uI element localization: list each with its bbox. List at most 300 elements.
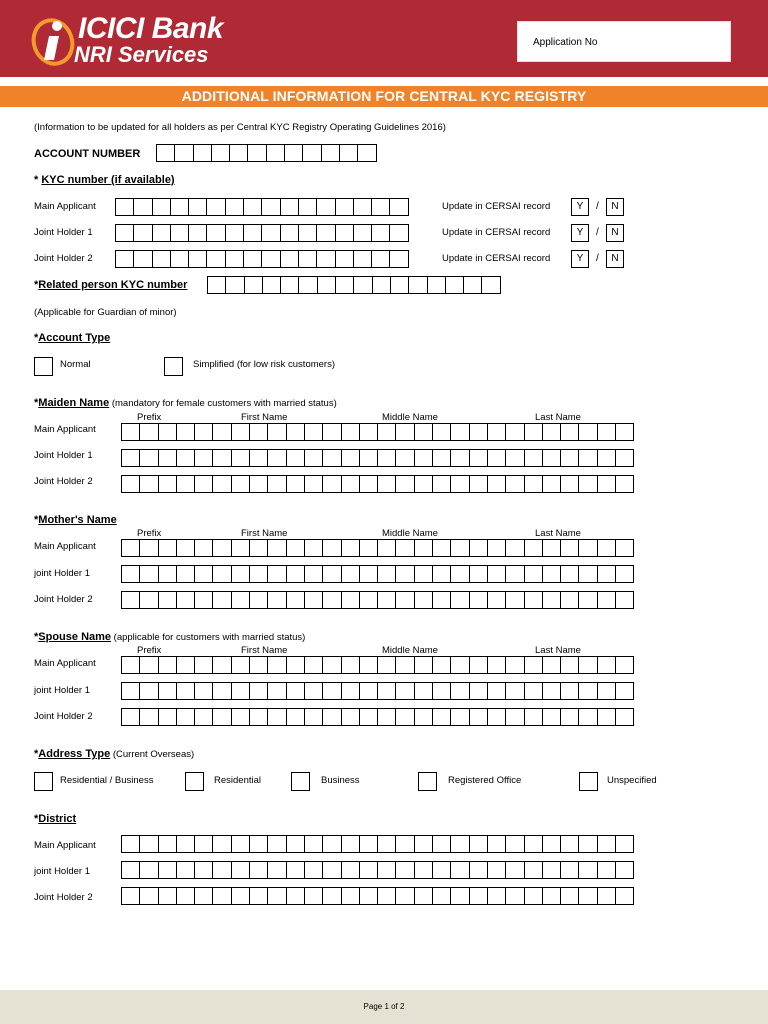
char-box[interactable] [248, 144, 266, 162]
char-box[interactable] [263, 276, 281, 294]
char-box[interactable] [213, 591, 231, 609]
char-box[interactable] [250, 682, 268, 700]
char-box[interactable] [305, 423, 323, 441]
char-box[interactable] [579, 656, 597, 674]
char-box[interactable] [470, 861, 488, 879]
char-box[interactable] [525, 708, 543, 726]
char-box[interactable] [287, 835, 305, 853]
char-box[interactable] [262, 250, 280, 268]
char-box[interactable] [561, 861, 579, 879]
char-box[interactable] [561, 835, 579, 853]
char-box[interactable] [451, 656, 469, 674]
char-box[interactable] [177, 887, 195, 905]
char-box[interactable] [506, 682, 524, 700]
char-box[interactable] [322, 144, 340, 162]
char-box[interactable] [543, 656, 561, 674]
char-box[interactable] [378, 565, 396, 583]
char-box[interactable] [195, 591, 213, 609]
char-box[interactable] [396, 887, 414, 905]
char-box[interactable] [525, 539, 543, 557]
char-box[interactable] [360, 887, 378, 905]
char-box[interactable] [317, 250, 335, 268]
char-box[interactable] [378, 682, 396, 700]
char-box[interactable] [195, 423, 213, 441]
char-box[interactable] [543, 449, 561, 467]
char-box[interactable] [598, 682, 616, 700]
char-box[interactable] [342, 835, 360, 853]
char-box[interactable] [488, 861, 506, 879]
char-box[interactable] [250, 835, 268, 853]
char-box[interactable] [543, 708, 561, 726]
char-box[interactable] [433, 565, 451, 583]
char-box[interactable] [299, 276, 317, 294]
char-box[interactable] [378, 539, 396, 557]
char-box[interactable] [213, 656, 231, 674]
char-box[interactable] [232, 591, 250, 609]
char-box[interactable] [616, 682, 634, 700]
char-box[interactable] [177, 656, 195, 674]
char-box[interactable] [140, 539, 158, 557]
char-box[interactable] [488, 449, 506, 467]
char-box[interactable] [177, 449, 195, 467]
char-box[interactable] [195, 887, 213, 905]
char-box[interactable] [212, 144, 230, 162]
char-box[interactable] [415, 682, 433, 700]
char-box[interactable] [159, 591, 177, 609]
char-box[interactable] [451, 861, 469, 879]
char-box[interactable] [232, 475, 250, 493]
char-box[interactable] [213, 835, 231, 853]
char-box[interactable] [195, 656, 213, 674]
char-box[interactable] [433, 591, 451, 609]
char-box[interactable] [323, 708, 341, 726]
char-box[interactable] [340, 144, 358, 162]
char-box[interactable] [213, 887, 231, 905]
char-box[interactable] [579, 887, 597, 905]
char-box[interactable] [470, 565, 488, 583]
char-box[interactable] [250, 449, 268, 467]
char-box[interactable] [360, 708, 378, 726]
char-box[interactable] [281, 276, 299, 294]
char-box[interactable] [396, 835, 414, 853]
char-box[interactable] [208, 276, 226, 294]
district-main-applicant-field[interactable] [121, 835, 634, 853]
char-box[interactable] [598, 708, 616, 726]
char-box[interactable] [287, 861, 305, 879]
char-box[interactable] [464, 276, 482, 294]
char-box[interactable] [433, 887, 451, 905]
char-box[interactable] [373, 276, 391, 294]
kyc-main-applicant-field[interactable] [115, 198, 409, 216]
char-box[interactable] [506, 861, 524, 879]
char-box[interactable] [525, 423, 543, 441]
char-box[interactable] [134, 250, 152, 268]
char-box[interactable] [525, 835, 543, 853]
char-box[interactable] [396, 861, 414, 879]
char-box[interactable] [360, 539, 378, 557]
char-box[interactable] [378, 449, 396, 467]
char-box[interactable] [561, 565, 579, 583]
char-box[interactable] [323, 475, 341, 493]
char-box[interactable] [396, 656, 414, 674]
char-box[interactable] [305, 835, 323, 853]
char-box[interactable] [354, 250, 372, 268]
char-box[interactable] [433, 449, 451, 467]
char-box[interactable] [488, 656, 506, 674]
char-box[interactable] [360, 475, 378, 493]
char-box[interactable] [415, 539, 433, 557]
mother-joint-holder-2-field[interactable] [121, 591, 634, 609]
char-box[interactable] [525, 591, 543, 609]
char-box[interactable] [268, 861, 286, 879]
char-box[interactable] [122, 475, 140, 493]
char-box[interactable] [159, 682, 177, 700]
char-box[interactable] [525, 887, 543, 905]
char-box[interactable] [598, 656, 616, 674]
char-box[interactable] [122, 565, 140, 583]
cersai-yes-box[interactable]: Y [571, 224, 589, 242]
char-box[interactable] [140, 591, 158, 609]
char-box[interactable] [122, 682, 140, 700]
char-box[interactable] [579, 708, 597, 726]
char-box[interactable] [579, 682, 597, 700]
cersai-yes-box[interactable]: Y [571, 198, 589, 216]
char-box[interactable] [245, 276, 263, 294]
char-box[interactable] [543, 539, 561, 557]
char-box[interactable] [116, 224, 134, 242]
cersai-no-box[interactable]: N [606, 224, 624, 242]
char-box[interactable] [318, 276, 336, 294]
char-box[interactable] [433, 475, 451, 493]
char-box[interactable] [268, 835, 286, 853]
spouse-main-applicant-field[interactable] [121, 656, 634, 674]
char-box[interactable] [396, 682, 414, 700]
char-box[interactable] [194, 144, 212, 162]
char-box[interactable] [140, 708, 158, 726]
char-box[interactable] [415, 835, 433, 853]
char-box[interactable] [451, 591, 469, 609]
char-box[interactable] [177, 591, 195, 609]
char-box[interactable] [157, 144, 175, 162]
char-box[interactable] [543, 565, 561, 583]
char-box[interactable] [354, 276, 372, 294]
char-box[interactable] [262, 198, 280, 216]
char-box[interactable] [396, 449, 414, 467]
char-box[interactable] [134, 224, 152, 242]
char-box[interactable] [268, 591, 286, 609]
char-box[interactable] [470, 423, 488, 441]
char-box[interactable] [415, 861, 433, 879]
char-box[interactable] [378, 835, 396, 853]
char-box[interactable] [506, 708, 524, 726]
char-box[interactable] [451, 887, 469, 905]
char-box[interactable] [360, 682, 378, 700]
char-box[interactable] [488, 565, 506, 583]
char-box[interactable] [451, 835, 469, 853]
char-box[interactable] [360, 423, 378, 441]
char-box[interactable] [244, 224, 262, 242]
char-box[interactable] [287, 539, 305, 557]
char-box[interactable] [598, 423, 616, 441]
char-box[interactable] [372, 250, 390, 268]
char-box[interactable] [616, 449, 634, 467]
char-box[interactable] [207, 224, 225, 242]
char-box[interactable] [378, 656, 396, 674]
mother-main-applicant-field[interactable] [121, 539, 634, 557]
char-box[interactable] [579, 591, 597, 609]
char-box[interactable] [268, 708, 286, 726]
char-box[interactable] [268, 475, 286, 493]
char-box[interactable] [232, 565, 250, 583]
char-box[interactable] [268, 887, 286, 905]
char-box[interactable] [159, 708, 177, 726]
char-box[interactable] [122, 423, 140, 441]
char-box[interactable] [159, 449, 177, 467]
char-box[interactable] [342, 539, 360, 557]
char-box[interactable] [232, 861, 250, 879]
char-box[interactable] [336, 276, 354, 294]
char-box[interactable] [317, 224, 335, 242]
char-box[interactable] [470, 475, 488, 493]
residential-business-checkbox[interactable] [34, 772, 53, 791]
char-box[interactable] [177, 835, 195, 853]
char-box[interactable] [506, 656, 524, 674]
char-box[interactable] [122, 591, 140, 609]
char-box[interactable] [506, 565, 524, 583]
normal-checkbox[interactable] [34, 357, 53, 376]
char-box[interactable] [232, 835, 250, 853]
account-number-field[interactable] [156, 144, 377, 162]
char-box[interactable] [616, 835, 634, 853]
char-box[interactable] [415, 656, 433, 674]
char-box[interactable] [226, 224, 244, 242]
char-box[interactable] [195, 861, 213, 879]
char-box[interactable] [451, 539, 469, 557]
char-box[interactable] [122, 835, 140, 853]
char-box[interactable] [579, 539, 597, 557]
char-box[interactable] [579, 565, 597, 583]
char-box[interactable] [140, 565, 158, 583]
char-box[interactable] [323, 682, 341, 700]
char-box[interactable] [451, 449, 469, 467]
char-box[interactable] [177, 708, 195, 726]
char-box[interactable] [213, 708, 231, 726]
char-box[interactable] [268, 682, 286, 700]
char-box[interactable] [378, 423, 396, 441]
char-box[interactable] [140, 656, 158, 674]
char-box[interactable] [525, 861, 543, 879]
char-box[interactable] [305, 565, 323, 583]
char-box[interactable] [171, 250, 189, 268]
char-box[interactable] [433, 656, 451, 674]
char-box[interactable] [543, 861, 561, 879]
char-box[interactable] [506, 475, 524, 493]
char-box[interactable] [267, 144, 285, 162]
char-box[interactable] [506, 835, 524, 853]
char-box[interactable] [396, 475, 414, 493]
char-box[interactable] [122, 539, 140, 557]
char-box[interactable] [250, 861, 268, 879]
char-box[interactable] [488, 708, 506, 726]
char-box[interactable] [433, 539, 451, 557]
char-box[interactable] [579, 861, 597, 879]
char-box[interactable] [396, 591, 414, 609]
char-box[interactable] [299, 224, 317, 242]
char-box[interactable] [305, 591, 323, 609]
char-box[interactable] [232, 708, 250, 726]
char-box[interactable] [159, 887, 177, 905]
char-box[interactable] [250, 539, 268, 557]
char-box[interactable] [561, 591, 579, 609]
char-box[interactable] [415, 475, 433, 493]
char-box[interactable] [525, 682, 543, 700]
char-box[interactable] [616, 861, 634, 879]
char-box[interactable] [616, 887, 634, 905]
business-checkbox[interactable] [291, 772, 310, 791]
char-box[interactable] [287, 565, 305, 583]
simplified-checkbox[interactable] [164, 357, 183, 376]
char-box[interactable] [122, 861, 140, 879]
char-box[interactable] [342, 423, 360, 441]
char-box[interactable] [616, 708, 634, 726]
char-box[interactable] [488, 835, 506, 853]
char-box[interactable] [372, 224, 390, 242]
char-box[interactable] [342, 887, 360, 905]
char-box[interactable] [616, 656, 634, 674]
char-box[interactable] [140, 861, 158, 879]
char-box[interactable] [451, 475, 469, 493]
char-box[interactable] [171, 198, 189, 216]
char-box[interactable] [543, 423, 561, 441]
char-box[interactable] [415, 423, 433, 441]
char-box[interactable] [323, 449, 341, 467]
char-box[interactable] [360, 591, 378, 609]
char-box[interactable] [195, 708, 213, 726]
cersai-yes-box[interactable]: Y [571, 250, 589, 268]
char-box[interactable] [561, 423, 579, 441]
char-box[interactable] [287, 708, 305, 726]
char-box[interactable] [451, 565, 469, 583]
char-box[interactable] [598, 539, 616, 557]
char-box[interactable] [122, 449, 140, 467]
char-box[interactable] [207, 250, 225, 268]
char-box[interactable] [409, 276, 427, 294]
kyc-joint-holder-1-field[interactable] [115, 224, 409, 242]
char-box[interactable] [561, 539, 579, 557]
char-box[interactable] [323, 539, 341, 557]
char-box[interactable] [268, 423, 286, 441]
char-box[interactable] [226, 250, 244, 268]
char-box[interactable] [470, 708, 488, 726]
char-box[interactable] [561, 682, 579, 700]
char-box[interactable] [230, 144, 248, 162]
char-box[interactable] [616, 423, 634, 441]
char-box[interactable] [116, 198, 134, 216]
maiden-joint-holder-2-field[interactable] [121, 475, 634, 493]
char-box[interactable] [213, 565, 231, 583]
char-box[interactable] [232, 887, 250, 905]
char-box[interactable] [579, 423, 597, 441]
char-box[interactable] [140, 887, 158, 905]
char-box[interactable] [268, 565, 286, 583]
char-box[interactable] [250, 565, 268, 583]
char-box[interactable] [287, 682, 305, 700]
char-box[interactable] [525, 656, 543, 674]
char-box[interactable] [616, 539, 634, 557]
char-box[interactable] [226, 276, 244, 294]
char-box[interactable] [525, 449, 543, 467]
char-box[interactable] [153, 224, 171, 242]
char-box[interactable] [342, 682, 360, 700]
char-box[interactable] [342, 591, 360, 609]
char-box[interactable] [323, 887, 341, 905]
char-box[interactable] [342, 708, 360, 726]
char-box[interactable] [177, 861, 195, 879]
char-box[interactable] [159, 835, 177, 853]
char-box[interactable] [323, 591, 341, 609]
char-box[interactable] [598, 565, 616, 583]
char-box[interactable] [342, 449, 360, 467]
char-box[interactable] [323, 861, 341, 879]
char-box[interactable] [195, 539, 213, 557]
char-box[interactable] [506, 423, 524, 441]
char-box[interactable] [250, 656, 268, 674]
char-box[interactable] [506, 591, 524, 609]
char-box[interactable] [189, 224, 207, 242]
char-box[interactable] [342, 861, 360, 879]
char-box[interactable] [287, 591, 305, 609]
char-box[interactable] [177, 682, 195, 700]
application-no-field[interactable] [517, 21, 731, 62]
char-box[interactable] [140, 449, 158, 467]
char-box[interactable] [140, 835, 158, 853]
char-box[interactable] [336, 224, 354, 242]
char-box[interactable] [268, 656, 286, 674]
char-box[interactable] [303, 144, 321, 162]
char-box[interactable] [433, 861, 451, 879]
char-box[interactable] [159, 475, 177, 493]
char-box[interactable] [433, 423, 451, 441]
char-box[interactable] [360, 656, 378, 674]
residential-checkbox[interactable] [185, 772, 204, 791]
char-box[interactable] [232, 656, 250, 674]
char-box[interactable] [543, 475, 561, 493]
char-box[interactable] [396, 708, 414, 726]
char-box[interactable] [378, 708, 396, 726]
char-box[interactable] [244, 198, 262, 216]
char-box[interactable] [428, 276, 446, 294]
char-box[interactable] [122, 656, 140, 674]
char-box[interactable] [470, 887, 488, 905]
char-box[interactable] [177, 565, 195, 583]
char-box[interactable] [262, 224, 280, 242]
char-box[interactable] [153, 250, 171, 268]
registered-office-checkbox[interactable] [418, 772, 437, 791]
char-box[interactable] [281, 224, 299, 242]
char-box[interactable] [451, 708, 469, 726]
maiden-joint-holder-1-field[interactable] [121, 449, 634, 467]
char-box[interactable] [189, 198, 207, 216]
char-box[interactable] [232, 682, 250, 700]
char-box[interactable] [305, 449, 323, 467]
char-box[interactable] [159, 565, 177, 583]
char-box[interactable] [213, 449, 231, 467]
char-box[interactable] [415, 887, 433, 905]
char-box[interactable] [358, 144, 376, 162]
char-box[interactable] [525, 475, 543, 493]
char-box[interactable] [153, 198, 171, 216]
char-box[interactable] [598, 861, 616, 879]
